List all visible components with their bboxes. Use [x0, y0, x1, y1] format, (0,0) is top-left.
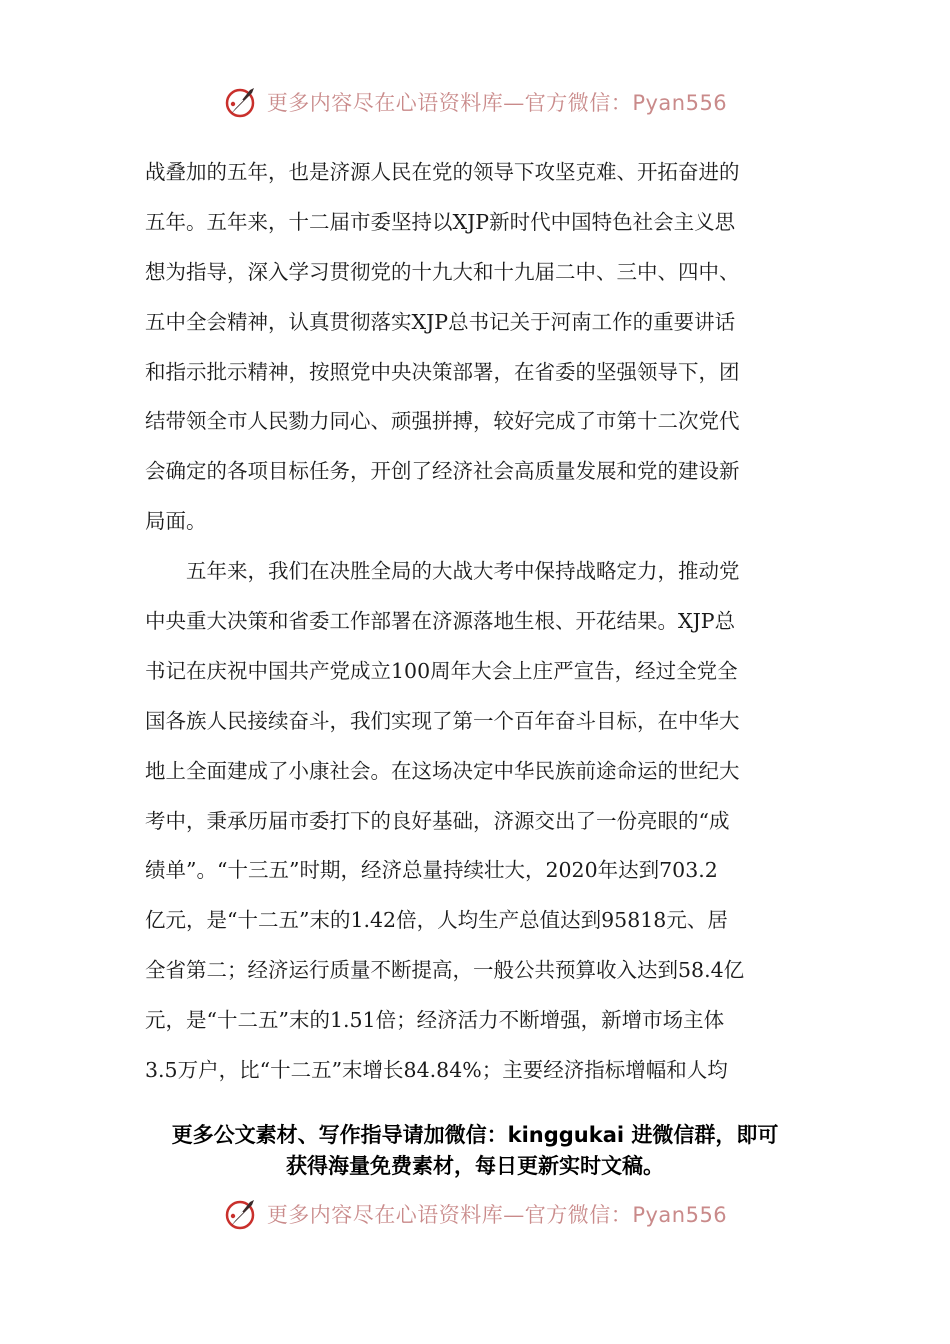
- body-line: 会确定的各项目标任务，开创了经济社会高质量发展和党的建设新: [145, 459, 740, 484]
- body-line: 五年。五年来，十二届市委坚持以XJP新时代中国特色社会主义思: [145, 209, 736, 234]
- body-line: 和指示批示精神，按照党中央决策部署，在省委的坚强领导下，团: [145, 359, 740, 384]
- body-line: 亿元，是“十二五”末的1.42倍，人均生产总值达到95818元、居: [145, 908, 728, 933]
- body-line: 绩单”。“十三五”时期，经济总量持续壮大，2020年达到703.2: [145, 858, 718, 883]
- body-line: 五年来，我们在决胜全局的大战大考中保持战略定力，推动党: [145, 559, 740, 584]
- body-line: 国各族人民接续奋斗，我们实现了第一个百年奋斗目标，在中华大: [145, 708, 740, 733]
- footer-brand: [0, 1194, 950, 1234]
- promo-line-2: 获得海量免费素材，每日更新实时文稿。: [286, 1154, 664, 1178]
- quill-circle-icon: [223, 1196, 259, 1232]
- body-line: 3.5万户，比“十二五”末增长84.84%；主要经济指标增幅和人均: [145, 1058, 728, 1083]
- promo-notice: [0, 1120, 950, 1182]
- body-line: 地上全面建成了小康社会。在这场决定中华民族前途命运的世纪大: [145, 758, 740, 783]
- footer-wechat-id: Pyan556: [632, 1203, 728, 1227]
- body-line: 五中全会精神，认真贯彻落实XJP总书记关于河南工作的重要讲话: [145, 309, 736, 334]
- promo-line-1: 更多公文素材、写作指导请加微信：kinggukai 进微信群，即可: [171, 1123, 779, 1147]
- body-line: 想为指导，深入学习贯彻党的十九大和十九届二中、三中、四中、: [145, 259, 740, 284]
- document-body: [145, 148, 807, 1096]
- header-brand: [0, 82, 950, 122]
- header-wechat-id: Pyan556: [632, 91, 728, 115]
- body-line: 考中，秉承历届市委打下的良好基础，济源交出了一份亮眼的“成: [145, 808, 730, 833]
- body-line: 全省第二；经济运行质量不断提高，一般公共预算收入达到58.4亿: [145, 958, 745, 983]
- body-line: 局面。: [145, 509, 207, 534]
- body-line: 元，是“十二五”末的1.51倍；经济活力不断增强，新增市场主体: [145, 1008, 725, 1033]
- header-brand-text: 更多内容尽在心语资料库—官方微信：Pyan556: [266, 91, 728, 115]
- quill-circle-icon: [223, 84, 259, 120]
- body-line: 中央重大决策和省委工作部署在济源落地生根、开花结果。XJP总: [145, 609, 736, 634]
- body-line: 结带领全市人民勠力同心、顽强拼搏，较好完成了市第十二次党代: [145, 409, 740, 434]
- footer-brand-text: 更多内容尽在心语资料库—官方微信：Pyan556: [266, 1203, 728, 1227]
- body-line: 战叠加的五年，也是济源人民在党的领导下攻坚克难、开拓奋进的: [145, 160, 740, 184]
- body-line: 书记在庆祝中国共产党成立100周年大会上庄严宣告，经过全党全: [145, 658, 738, 683]
